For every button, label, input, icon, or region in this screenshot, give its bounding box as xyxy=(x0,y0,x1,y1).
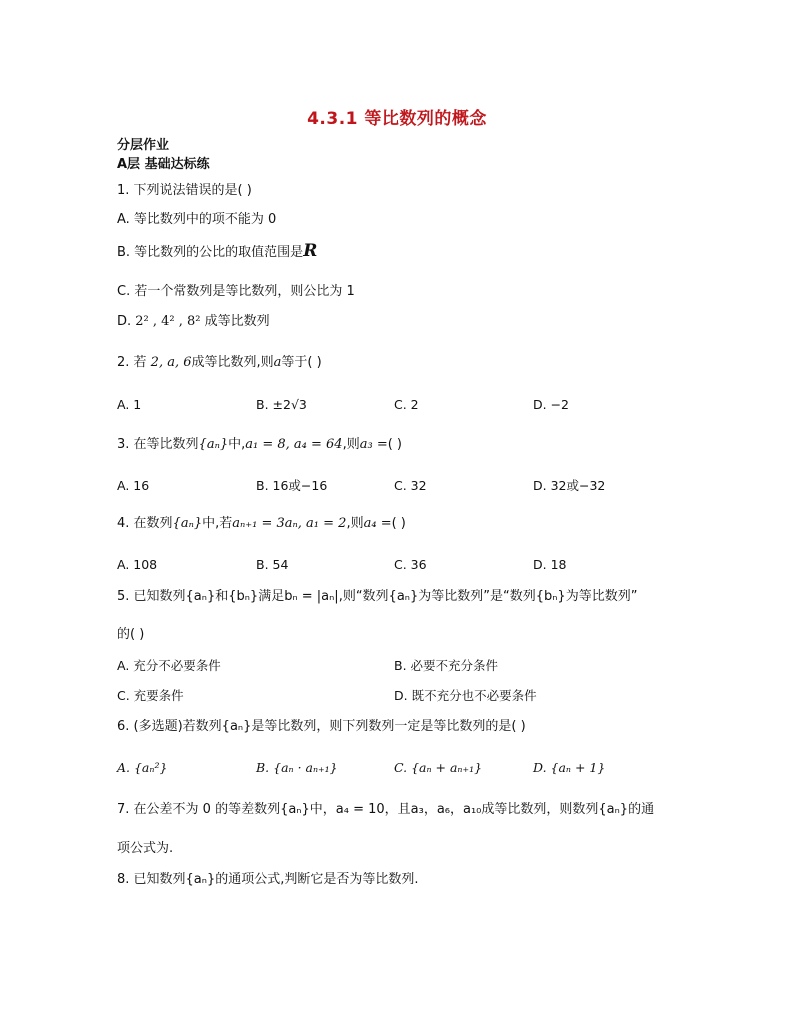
question-6-option-c: C. {aₙ + aₙ₊₁} xyxy=(394,760,483,775)
question-4-stem xyxy=(117,516,406,532)
question-7-stem-line-2: 项公式为. xyxy=(117,841,174,856)
question-7-stem-line-1: 7. 在公差不为 0 的等差数列{aₙ}中，a₄ = 10，且a₃，a₆，a₁₀成等比数列，则数列{aₙ}的通 xyxy=(117,802,655,817)
question-5-stem-line-1: 5. 已知数列{aₙ}和{bₙ}满足bₙ = |aₙ|,则“数列{aₙ}为等比数列”是“数列{bₙ}为等比数列” xyxy=(117,589,638,604)
question-6-option-d: D. {aₙ + 1} xyxy=(533,760,606,775)
page-title: 4.3.1 等比数列的概念 xyxy=(307,109,487,129)
question-3-option-d: D. 32或−32 xyxy=(533,478,606,493)
question-8-stem: 8. 已知数列{aₙ}的通项公式,判断它是否为等比数列. xyxy=(117,872,419,887)
question-3-sequence: {aₙ} xyxy=(198,437,229,452)
question-1-option-c: C. 若一个常数列是等比数列，则公比为 1 xyxy=(117,284,355,299)
question-6-stem: 6. (多选题)若数列{aₙ}是等比数列，则下列数列一定是等比数列的是( ) xyxy=(117,719,526,734)
question-2-stem xyxy=(117,355,322,371)
option-d-label: D. xyxy=(117,314,136,329)
question-4-condition: aₙ₊₁ = 3aₙ, a₁ = 2 xyxy=(232,516,347,531)
question-5-option-a: A. 充分不必要条件 xyxy=(117,658,221,673)
question-3-target: a₃ = xyxy=(359,437,388,452)
question-3-option-b: B. 16或−16 xyxy=(256,478,328,493)
question-2-option-c: C. 2 xyxy=(394,397,419,412)
question-3-prefix: 3. 在等比数列 xyxy=(117,437,199,452)
question-1-option-a: A. 等比数列中的项不能为 0 xyxy=(117,212,277,227)
question-4-prefix: 4. 在数列 xyxy=(117,516,173,531)
question-6-option-b: B. {aₙ · aₙ₊₁} xyxy=(256,760,338,775)
question-3-stem xyxy=(117,437,402,453)
question-3-option-a: A. 16 xyxy=(117,478,150,493)
question-3-blank: ( ) xyxy=(387,437,402,452)
question-2-prefix: 2. 若 xyxy=(117,355,151,370)
question-4-option-c: C. 36 xyxy=(394,557,427,572)
question-1-option-d xyxy=(117,314,270,330)
real-numbers-symbol: R xyxy=(303,241,318,261)
question-1-option-d-math: 2² , 4² , 8² xyxy=(135,314,201,329)
question-4-option-a: A. 108 xyxy=(117,557,158,572)
question-4-target: a₄ = xyxy=(363,516,392,531)
level-heading: A层 基础达标练 xyxy=(117,157,210,172)
question-2-math: 2, a, 6 xyxy=(150,355,192,370)
question-3-then: ,则 xyxy=(342,437,360,452)
question-1-stem: 1. 下列说法错误的是( ) xyxy=(117,183,252,198)
question-2-variable: a xyxy=(273,355,282,370)
question-2-option-b: B. ±2√3 xyxy=(256,397,307,412)
question-4-then: ,则 xyxy=(346,516,364,531)
question-3-condition: a₁ = 8, a₄ = 64 xyxy=(245,437,343,452)
question-2-option-d: D. −2 xyxy=(533,397,569,412)
section-heading: 分层作业 xyxy=(117,138,170,153)
question-4-blank: ( ) xyxy=(391,516,406,531)
question-3-middle: 中, xyxy=(228,437,246,452)
question-1-option-b-text: B. 等比数列的公比的取值范围是 xyxy=(117,245,304,260)
question-1-option-d-text: 成等比数列 xyxy=(200,314,270,329)
question-5-option-b: B. 必要不充分条件 xyxy=(394,658,499,673)
question-2-option-a: A. 1 xyxy=(117,397,142,412)
question-6-option-a: A. {aₙ²} xyxy=(117,760,168,775)
question-5-stem-line-2: 的( ) xyxy=(117,627,145,642)
question-4-option-d: D. 18 xyxy=(533,557,567,572)
question-2-middle: 成等比数列,则 xyxy=(191,355,274,370)
question-5-option-d: D. 既不充分也不必要条件 xyxy=(394,688,537,703)
question-4-sequence: {aₙ} xyxy=(172,516,203,531)
question-5-option-c: C. 充要条件 xyxy=(117,688,184,703)
question-3-option-c: C. 32 xyxy=(394,478,427,493)
question-2-suffix: 等于( ) xyxy=(281,355,322,370)
question-1-option-b xyxy=(117,243,317,261)
question-4-option-b: B. 54 xyxy=(256,557,289,572)
question-4-middle: 中,若 xyxy=(202,516,233,531)
